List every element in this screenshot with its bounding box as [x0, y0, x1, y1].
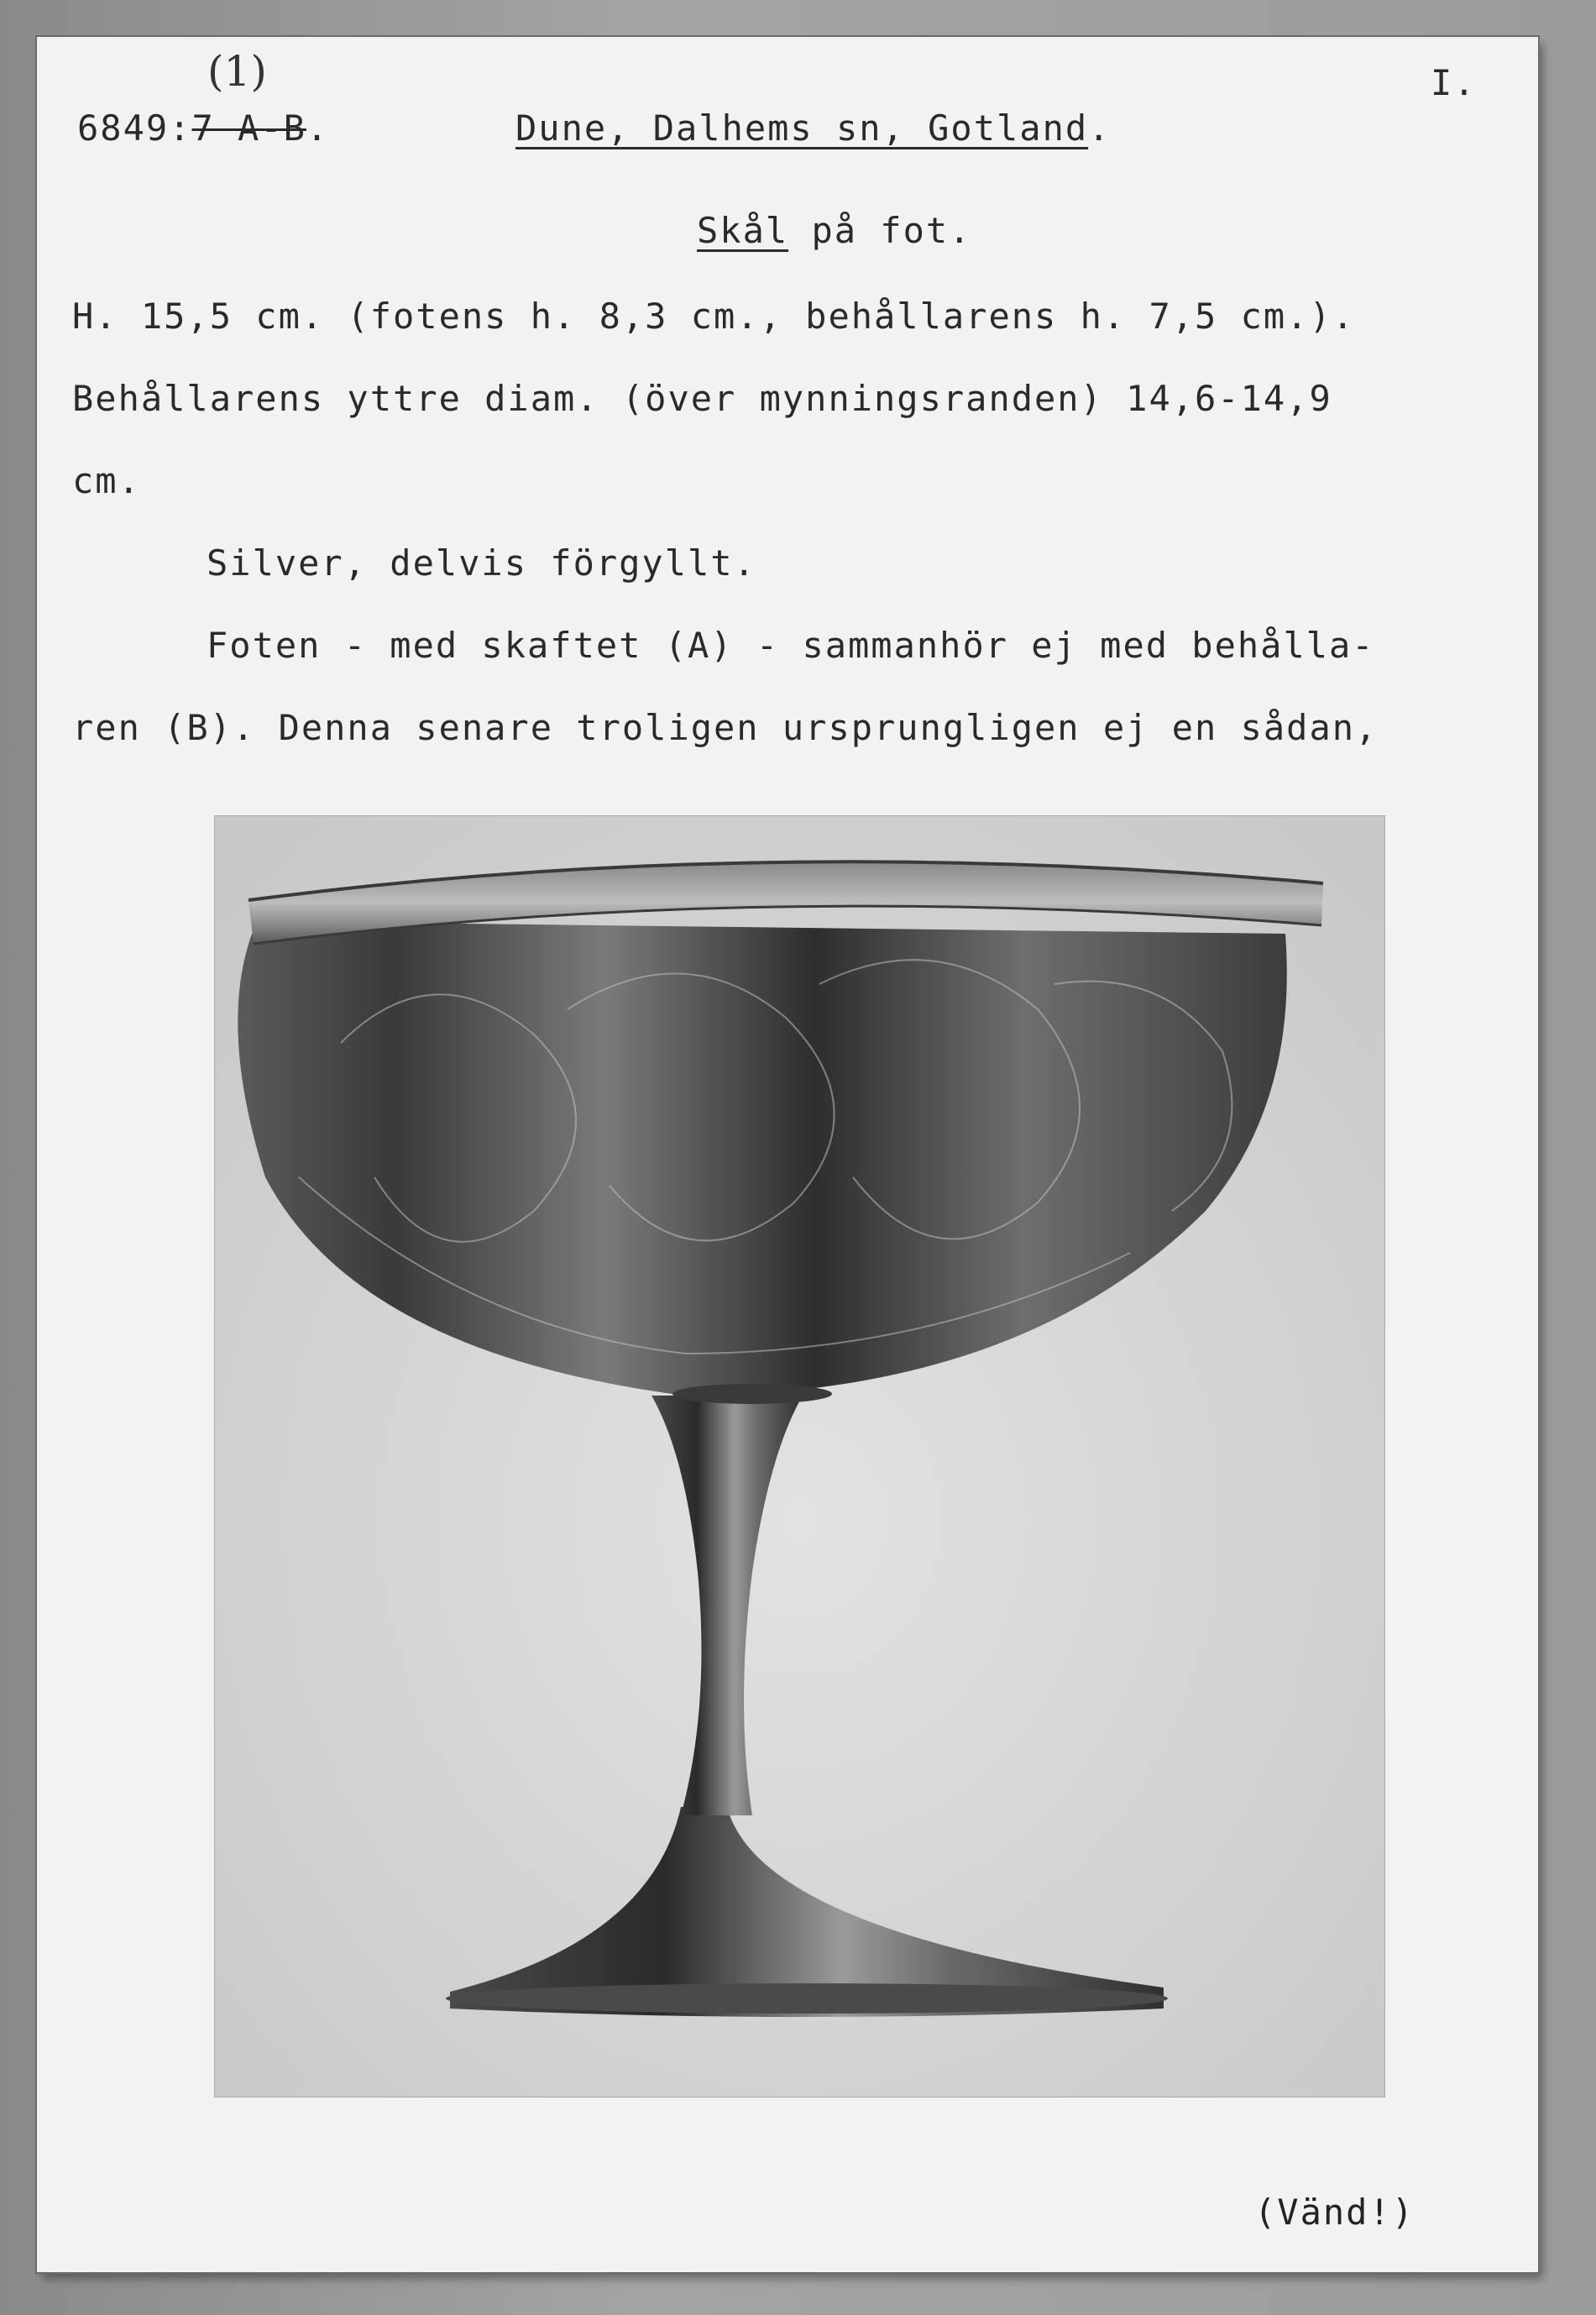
text-line-bowl: [72, 707, 1379, 748]
text-line-bowl-main: ren (B). Denna senare troligen ursprungligen ej en sådan: [72, 707, 1356, 748]
goblet-illustration: [215, 816, 1384, 2097]
object-title: [697, 210, 972, 251]
object-name: Skål: [697, 210, 789, 251]
text-line-dimensions: H. 15,5 cm. (fotens h. 8,3 cm., behållarens h. 7,5 cm.).: [72, 296, 1356, 337]
site-dot: .: [1088, 107, 1112, 149]
inventory-dot: .: [306, 107, 330, 149]
text-line-cm: cm.: [72, 460, 141, 501]
goblet-photo: [215, 816, 1384, 2097]
inventory-prefix: 6849:: [77, 107, 192, 149]
text-line-foot: Foten - med skaftet (A) - sammanhör ej med behålla-: [207, 625, 1375, 666]
text-line-material: Silver, delvis förgyllt.: [207, 542, 756, 584]
trailing-comma: ,: [1355, 707, 1379, 748]
page-marker: I.: [1431, 62, 1477, 103]
object-title-rest: på fot.: [788, 210, 972, 251]
handwritten-number: (1): [207, 47, 267, 96]
site-name: Dune, Dalhems sn, Gotland: [515, 107, 1089, 149]
site-heading: [515, 107, 1112, 149]
footer-note: (Vänd!): [1254, 2192, 1415, 2233]
inventory-number: [77, 107, 330, 149]
text-line-diameter: Behållarens yttre diam. (över mynningsranden) 14,6-14,9: [72, 378, 1332, 419]
inventory-struck: 7 A-B: [191, 107, 306, 149]
